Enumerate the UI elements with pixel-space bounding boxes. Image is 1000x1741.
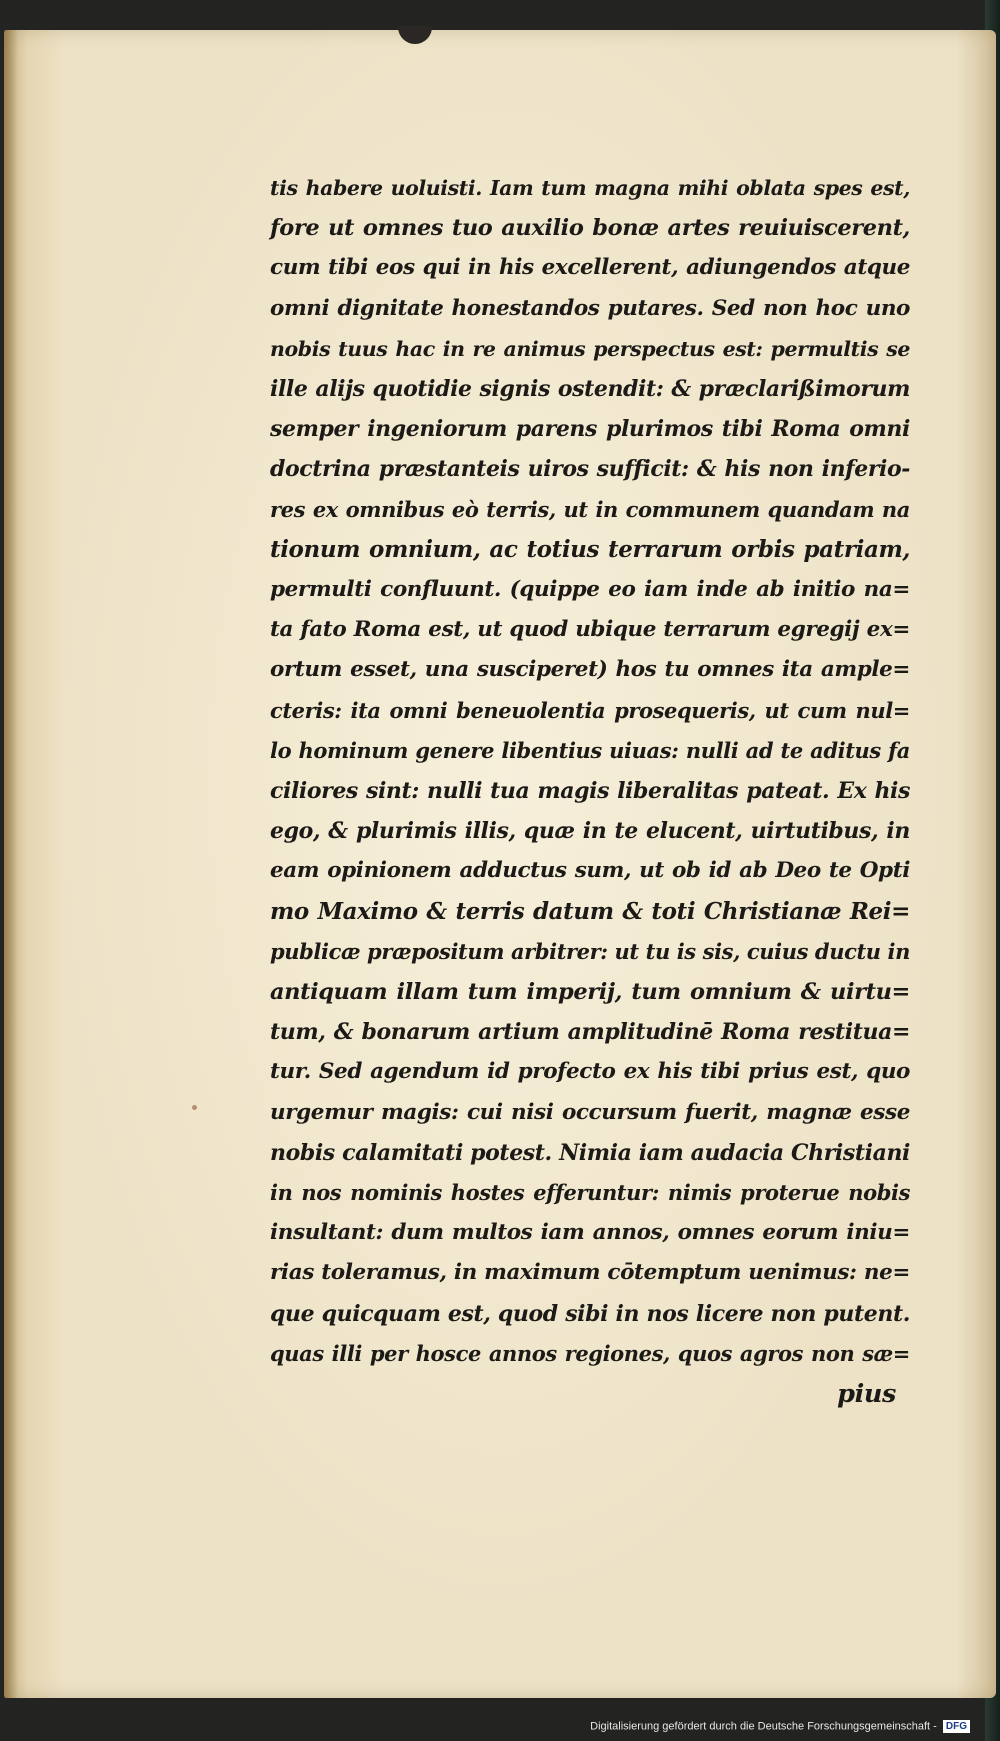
text-line: semper ingeniorum parens plurimos tibi Roma omni <box>270 416 910 443</box>
text-line: nobis calamitati potest. Nimia iam audacia Christiani <box>270 1139 910 1166</box>
text-line: ortum esset, una susciperet) hos tu omnes ita ample= <box>270 657 910 683</box>
text-line: res ex omnibus eò terris, ut in communem quandam na <box>270 496 910 522</box>
text-line: ta fato Roma est, ut quod ubique terrarum egregij ex= <box>270 617 910 643</box>
text-line: nobis tuus hac in re animus perspectus est: permultis se <box>270 336 910 361</box>
text-line: publicæ præpositum arbitrer: ut tu is sis, cuius ductu in <box>270 938 910 964</box>
page-spine-shadow <box>4 30 18 1698</box>
text-line: quas illi per hosce annos regiones, quos agros non sæ= <box>270 1340 910 1366</box>
text-line: omni dignitate honestandos putares. Sed non hoc uno <box>270 295 910 321</box>
text-line: tur. Sed agendum id profecto ex his tibi prius est, quo <box>270 1059 910 1085</box>
digitization-credit <box>590 1720 970 1733</box>
text-line: cum tibi eos qui in his excellerent, adiungendos atque <box>270 255 910 281</box>
text-line: ciliores sint: nulli tua magis liberalitas pateat. Ex his <box>270 778 910 805</box>
text-line: cteris: ita omni beneuolentia prosequeris, ut cum nul= <box>270 697 910 723</box>
text-line: tis habere uoluisti. Iam tum magna mihi oblata spes est, <box>270 176 910 200</box>
paper-speck <box>192 1105 197 1110</box>
text-line: lo hominum genere libentius uiuas: nulli ad te aditus fa <box>270 737 910 763</box>
text-line: urgemur magis: cui nisi occursum fuerit, magnæ esse <box>270 1099 910 1125</box>
text-line: que quicquam est, quod sibi in nos licere non putent. <box>270 1300 910 1327</box>
dfg-logo: DFG <box>943 1720 970 1733</box>
catchword: pius <box>837 1379 896 1410</box>
text-line: doctrina præstanteis uiros sufficit: & his non inferio- <box>270 456 910 483</box>
text-line: tum, & bonarum artium amplitudinē Roma restitua= <box>270 1019 910 1046</box>
text-line: ille alijs quotidie signis ostendit: & præclarißimorum <box>270 376 910 403</box>
text-line: insultant: dum multos iam annos, omnes eorum iniu= <box>270 1220 910 1246</box>
text-line: mo Maximo & terris datum & toti Christianæ Rei= <box>270 897 910 925</box>
text-line: in nos nominis hostes efferuntur: nimis proterue nobis <box>270 1180 910 1206</box>
text-line: ego, & plurimis illis, quæ in te elucent, uirtutibus, in <box>270 818 910 845</box>
text-line: eam opinionem adductus sum, ut ob id ab Deo te Opti <box>270 858 910 884</box>
credit-text: Digitalisierung gefördert durch die Deutsche Forschungsgemeinschaft - <box>590 1720 937 1733</box>
text-line: antiquam illam tum imperij, tum omnium & uirtu= <box>270 979 910 1006</box>
text-line: tionum omnium, ac totius terrarum orbis patriam, <box>270 535 910 563</box>
text-line: rias toleramus, in maximum cōtemptum uenimus: ne= <box>270 1260 910 1286</box>
page-text-block <box>270 168 910 1414</box>
text-line: permulti confluunt. (quippe eo iam inde ab initio na= <box>270 577 910 603</box>
text-line: fore ut omnes tuo auxilio bonæ artes reuiuiscerent, <box>270 215 910 242</box>
